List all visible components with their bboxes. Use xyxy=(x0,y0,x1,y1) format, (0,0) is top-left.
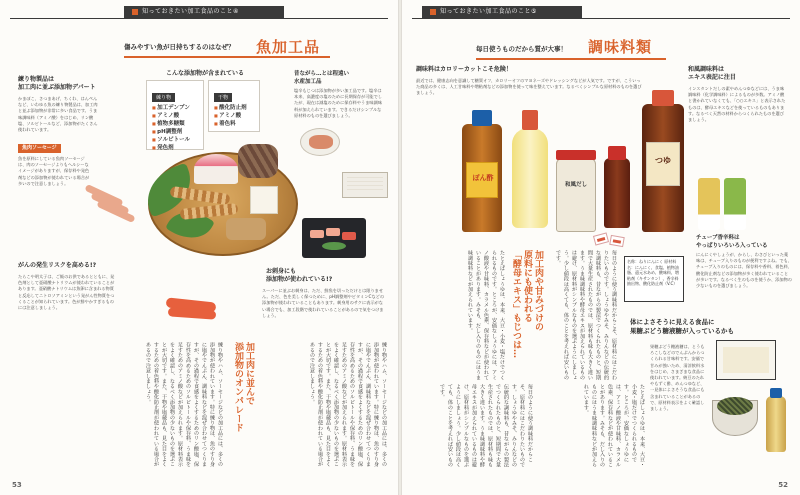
right-header-text: 知っておきたい加工食品のこと⑤ xyxy=(440,8,537,15)
left-page-number: 53 xyxy=(12,481,22,489)
tsuyu-label xyxy=(646,142,680,186)
kamaboko-icon xyxy=(194,154,238,184)
left-header-text: 知っておきたい加工食品のこと④ xyxy=(142,8,239,15)
natto-pack-icon xyxy=(716,340,776,380)
ponzu-label xyxy=(466,162,498,198)
right-vertical-text-b: たとえばしょうゆは、本来、大豆・小麦・塩だけでつくられるものです。ところが、安価なしょうゆには、アミノ酸液や甘味料、カラメル色素、保存料などが使われていることがあります。みそも、だし入りのものにはうま味調味料などが加えられています。 xyxy=(467,250,505,380)
mozuku-bowl-icon xyxy=(712,400,758,436)
fish-products-basket-illustration xyxy=(140,140,304,258)
sashimi-tray-icon xyxy=(302,218,366,258)
additive-item: ■ pH調整剤 xyxy=(152,128,198,136)
wafu-title: 和風調味料は エキス表記に注目 xyxy=(688,66,736,81)
hidden-sugar-foods-illustration xyxy=(712,340,792,460)
right-vertical-text-d: たとえばしょうゆは、本来、大豆・小麦・塩だけでつくられるものです。ところが、安価なしょうゆには、アミノ酸液や甘味料、カラメル色素、保存料などが使われていることがあります。みそも、だし入りのものにはうま味調味料などが加えられています。 xyxy=(583,384,645,468)
sashimi-text: スーパーに並ぶお刺身は、ただ、鮮魚を切っただけとは限りません。ただ、色を美しく保つために、pH調整剤やビタミンCなどの添加物が使われていることもあります。刺身用のサクに表示がない場合でも、加工段階で使われていることがあるので気をつけましょう。 xyxy=(262,288,385,318)
header-mark-icon xyxy=(132,9,138,15)
left-vertical-text-left: 練り物やハム、ソーセージなどの加工品には、多くの添加物が使われています。特に練り物は、魚のすり身に塩やでんぷん、調味料などを混ぜ合わせてつくりますが、その過程で食感をよくするためのリン酸塩、保存性を高めるためのソルビトールや保存料、うま味を足すためのアミノ酸などが加えられます。原材料表示をよく確認し、なるべく添加物の少ないものを選ぶことが大切です。また、干物や塩蔵品も、見た目をよくするための着色料や酸化防止剤が使われている場合があるので注意しましょう。 xyxy=(145,342,223,467)
left-vertical-text-right: 練り物やハム、ソーセージなどの加工品には、多くの添加物が使われています。特に練り物は、魚のすり身に塩やでんぷん、調味料などを混ぜ合わせてつくりますが、その過程で食感をよくするためのリン酸塩、保存性を高めるためのソルビトールや保存料、うま味を足すためのアミノ酸などが加えられます。原材料表示をよく確認し、なるべく添加物の少ないものを選ぶことが大切です。また、干物や塩蔵品も、見た目をよくするための着色料や酸化防止剤が使われている場合があるので注意しましょう。 xyxy=(309,342,387,467)
left-header-rule xyxy=(10,18,388,19)
sachet-icon xyxy=(593,232,609,245)
left-title-rule xyxy=(124,56,330,58)
additive-item: ■ 酸化防止剤 xyxy=(214,104,254,112)
intro-text: かまぼこ、さつまあげ、ちくわ、はんぺんなど、いわゆる魚の練り物製品は、加工肉と並ぶ添加物が非常に多い食品です。うま味調味料（アミノ酸）をはじめ、リン酸塩、ソルビトールなど、添加物がたくさん使われています。 xyxy=(18,96,98,133)
dashi-label-text: 和風だし xyxy=(564,182,587,188)
hidden-sugar-title: 体によさそうに見える食品に 果糖ぶどう糖液糖が入っているかも xyxy=(630,318,734,335)
cancer-text: たらこや明太子は、ご飯のお供であるとともに、発色剤として亜硝酸ナトリウムが使われていることがあります。亜硝酸ナトリウムは魚卵に含まれる物質と反応してニトロソアミンという発がん性物質をつくることが知られています。色が鮮やかすぎるものには注意しましょう。 xyxy=(18,274,115,311)
soy-sauce-bottle-icon xyxy=(604,158,630,228)
additive-item: ■ 発色剤 xyxy=(152,144,198,152)
sausage-tag: 魚肉ソーセージ xyxy=(18,144,61,153)
tube-spices-illustration xyxy=(698,178,790,230)
additive-item: ■ 加工デンプン xyxy=(152,104,198,112)
jar-lid-icon xyxy=(556,150,596,160)
right-header-rule xyxy=(412,18,790,19)
dried-title: 昔ながら…とは程遠い 水産加工品 xyxy=(294,71,350,85)
bottle-cap-icon xyxy=(652,90,674,106)
dashi-jar-icon xyxy=(556,158,596,232)
cancer-title: がんの発生リスクを高める!? xyxy=(18,262,97,269)
mustard-tube-icon xyxy=(698,178,720,230)
hidden-sugar-text: 果糖ぶどう糖液糖は、とうもろこしなどのでんぷんからつくられる甘味料です。安価で甘みが強いため、清涼飲料水をはじめ、さまざまな食品に使われています。納豆のたれやもずく酢、めんつゆなど、一見体によさそうな食品にも含まれていることがあるので、原材料表示をよく確認しましょう。 xyxy=(650,344,705,412)
tsuyu-label-text: つゆ xyxy=(655,156,671,165)
sashimi-slice-icon xyxy=(310,230,324,238)
right-vertical-text-c: 毎日のように使う調味料だからこそ、原材料にはこだわりたいものです。しょうゆやみそ、みりんなどの伝統的な調味料も、昔ながらの製法でつくられたものと、短期間で大量生産されたものでは、原材料も味も大きく違います。うま味調味料や酵母エキスが加えられているものは避け、原材料がシンプルなものを選ぶようにしましょう。少し値段は高くても、体のことを考えれば安いものです。 xyxy=(439,384,533,468)
right-subtitle: 毎日使うものだから質が大事！ xyxy=(476,45,567,53)
additive-item: ■ ソルビトール xyxy=(152,136,198,144)
dried-text: 塩辛もじつは添加物が多い加工品です。塩辛は本来、高濃度の塩のために長期保存が可能でしたが、現在は減塩のために保存料やうま味調味料が加えられています。できるだけシンプルな原材料のものを選びましょう。 xyxy=(294,88,382,118)
right-title-rule xyxy=(476,58,666,60)
sausage-text: 魚を原料にしている魚肉ソーセージは、肉のソーセージよりもヘルシーなイメージがありますが、保存料や発色剤などの添加物が使われている場合が多いので注意しましょう。 xyxy=(18,156,90,186)
left-vertical-title: 加工肉に並んで 添加物のオンパレード xyxy=(233,342,254,432)
left-main-title: 魚加工品 xyxy=(256,38,321,56)
sashimi-illustration xyxy=(302,218,366,258)
mozuku-icon xyxy=(717,397,753,415)
sashimi-slice-icon xyxy=(342,232,356,240)
bottle-cap-icon xyxy=(770,388,782,398)
additive-item: ■ アミノ酸 xyxy=(214,112,254,120)
tube-ingredient-label: 名称：ねりにんにく 原材料名：にんにく、食塩、植物油脂、還元水あめ、酸味料、増粘剤（キサンタン）、香辛料抽出物、酸化防止剤（V.C） xyxy=(624,256,684,302)
additives-group2-head: 干物 xyxy=(214,93,232,102)
sachet-icon xyxy=(609,235,625,247)
intro-title: 練り物製品は 加工肉に並ぶ添加物デパート xyxy=(18,76,96,91)
right-page xyxy=(402,0,800,495)
right-page-number: 52 xyxy=(778,481,788,489)
additive-item: ■ 植物多糖類 xyxy=(152,120,198,128)
shiokara-icon xyxy=(309,135,333,149)
sauce-bottle-icon xyxy=(766,396,786,452)
dried-fish-icon xyxy=(238,144,278,178)
mayonnaise-bottle-icon xyxy=(512,128,548,228)
right-vertical-text-a: 毎日のように使う調味料だからこそ、原材料にはこだわりたいものです。しょうゆやみそ、みりんなどの伝統的な調味料も、昔ながらの製法でつくられたものと、短期間で大量生産されたものでは、原材料も味も大きく違います。うま味調味料や酵母エキスが加えられているものは避け、原材料がシンプルなものを選ぶようにしましょう。少し値段は高くても、体のことを考えれば安いものです。 xyxy=(555,250,617,380)
sashimi-title: お刺身にも 添加物が使われている!? xyxy=(266,268,333,283)
condiment-bottles-illustration xyxy=(458,88,698,244)
tube-text: にんにくやしょうが、からし、わさびといった薬味は、チューブ入りのものが便利ですよね。でも、チューブ入りのものには、保存料や香料、着色料、酸化防止剤などの添加物が多く使われていることが多いです。なるべく生のものを使うか、添加物の少ないものを選びましょう。 xyxy=(696,252,792,289)
garnish-icon xyxy=(322,242,346,250)
satsuma-age-icon xyxy=(226,218,266,240)
sashimi-slice-icon xyxy=(326,228,340,236)
left-subtitle: 傷みやすい魚が日持ちするのはなぜ？ xyxy=(124,43,235,51)
shiokara-dish-illustration xyxy=(300,128,340,156)
bottle-cap-icon xyxy=(472,110,492,126)
additive-item: ■ アミノ酸 xyxy=(152,112,198,120)
natto-contents-icon xyxy=(723,347,769,373)
calorie-text: 最近では、健康志向を意識して糖質オフ、カロリーオフのマヨネーズやドレッシングなどが人気です。ですが、こういった商品の多くは、人工甘味料や増粘剤などの添加物を使って味を整えています。なるべくシンプルな原材料のものを選びましょう。 xyxy=(416,78,642,96)
additives-list-dried xyxy=(208,80,260,132)
right-vertical-title: 加工肉や甘みづけの 原料にも使われる 「酵母エキス」もじつは… xyxy=(511,250,543,358)
bottle-cap-icon xyxy=(522,110,538,130)
hanpen-icon xyxy=(250,186,278,214)
additives-title: こんな添加物が含まれている xyxy=(166,70,245,77)
bottle-cap-icon xyxy=(608,146,626,160)
additives-group1-head: 練り物 xyxy=(152,93,175,102)
header-mark-icon xyxy=(430,9,436,15)
wafu-text: インスタントだしの素やめんつゆなどには、うま味調味料（化学調味料）によるものが多数。アミノ酸と書かれていなくても、「○○エキス」と表示されたものは、酵母エキスなどを使っているものもあります。なるべく天然の材料からつくられたものを選びましょう。 xyxy=(688,86,786,123)
tube-title: チューブ香辛料は やっぱりいろいろ入っている xyxy=(696,235,768,249)
ingredient-label-illustration xyxy=(342,172,388,198)
wasabi-tube-icon xyxy=(724,178,746,230)
fish-sausage-illustration xyxy=(84,190,136,222)
right-main-title: 調味料類 xyxy=(588,38,653,56)
ponzu-label-text: ぽん酢 xyxy=(472,174,494,182)
additive-item: ■ 着色料 xyxy=(214,120,254,128)
left-page-header xyxy=(124,6,284,18)
tarako-illustration xyxy=(166,296,218,322)
left-page xyxy=(0,0,398,495)
calorie-title: 調味料はカロリーカットこそ危険！ xyxy=(416,66,512,73)
right-page-header xyxy=(422,6,582,18)
